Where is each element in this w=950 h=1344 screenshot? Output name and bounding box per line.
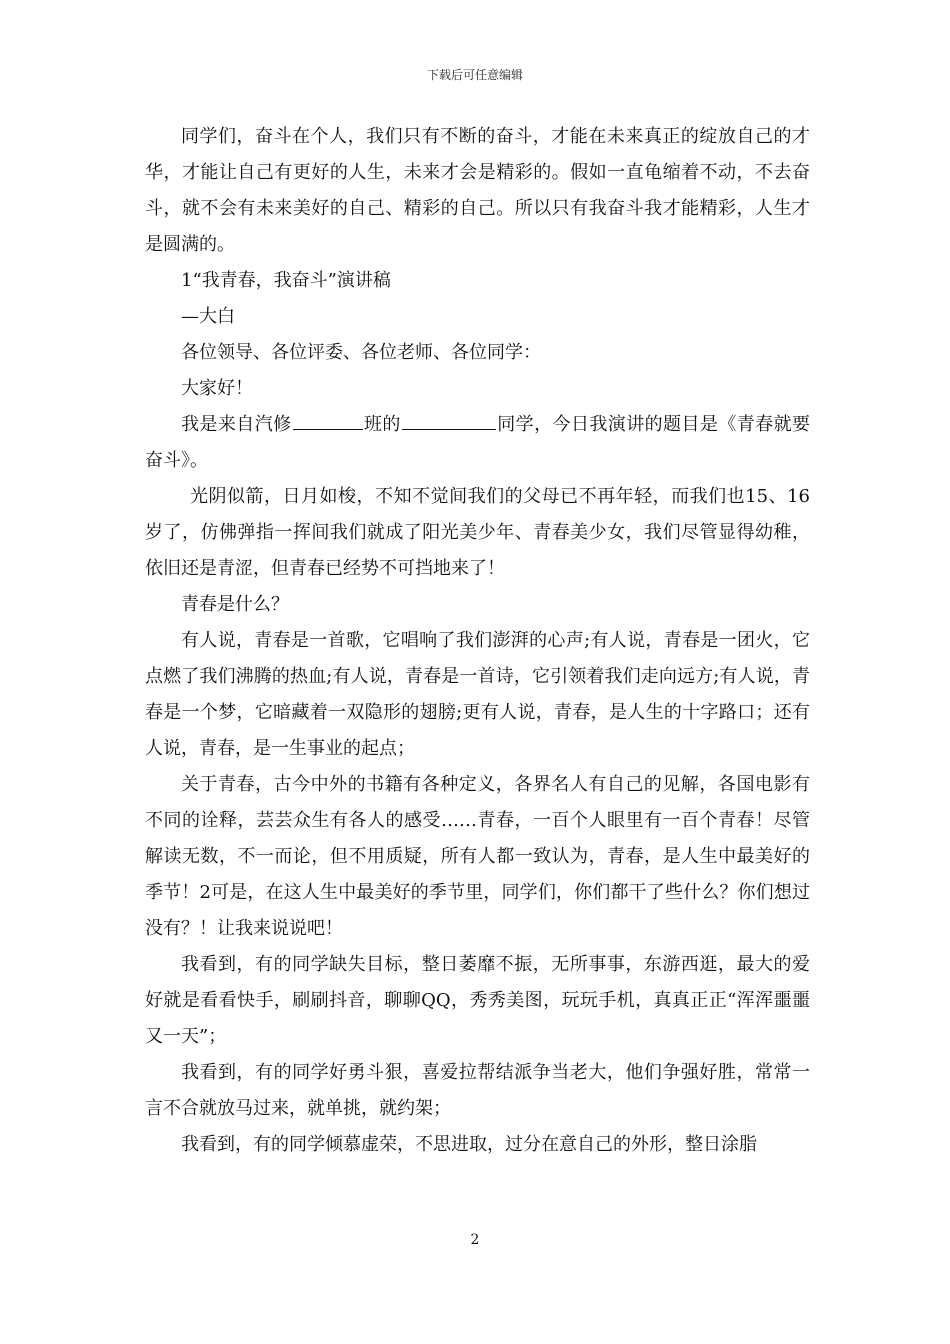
speech-title: 1“我青春，我奋斗”演讲稿 xyxy=(181,270,391,291)
paragraph-time: 光阴似箭，日月如梭，不知不觉间我们的父母已不再年轻，而我们也15、16岁了，仿佛弹指一挥间我们就成了阳光美少年、青春美少女，我们尽管显得幼稚，依旧还是青涩，但青春已经势不可挡地来了！ xyxy=(145,486,810,579)
speech-author: —大白 xyxy=(181,306,235,327)
paragraph-i-see-3: 我看到，有的同学倾慕虚荣，不思进取，过分在意自己的外形，整日涂脂 xyxy=(181,1134,757,1155)
paragraph-about-youth: 关于青春，古今中外的书籍有各种定义，各界名人有自己的见解，各国电影有不同的诠释，芸芸众生有各人的感受……青春，一百个人眼里有一百个青春！尽管解读无数，不一而论，但不用质疑，所有人都一致认为，青春，是人生中最美好的季节！2可是，在这人生中最美好的季节里，同学们，你们都干了些什么？你们想过没有？！让我来说说吧！ xyxy=(145,774,810,939)
class-blank xyxy=(293,407,363,430)
paragraph-i-see-1: 我看到，有的同学缺失目标，整日萎靡不振，无所事事，东游西逛，最大的爱好就是看看快手，刷刷抖音，聊聊QQ，秀秀美图，玩玩手机，真真正正“浑浑噩噩又一天”； xyxy=(145,954,810,1047)
paragraph-i-see-2: 我看到，有的同学好勇斗狠，喜爱拉帮结派争当老大，他们争强好胜，常常一言不合就放马过来，就单挑，就约架； xyxy=(145,1062,810,1119)
document-body xyxy=(145,119,810,1163)
greeting: 大家好！ xyxy=(181,378,253,399)
salutation: 各位领导、各位评委、各位老师、各位同学： xyxy=(181,342,541,363)
intro-part-2: 班的 xyxy=(363,414,401,435)
self-introduction xyxy=(145,407,810,479)
paragraph-1: 同学们，奋斗在个人，我们只有不断的奋斗，才能在未来真正的绽放自己的才华，才能让自己有更好的人生，未来才会是精彩的。假如一直龟缩着不动，不去奋斗，就不会有未来美好的自己、精彩的自己。所以只有我奋斗我才能精彩，人生才是圆满的。 xyxy=(145,126,810,255)
page-header: 下载后可任意编辑 xyxy=(426,68,523,82)
page-number: 2 xyxy=(470,1232,480,1248)
name-blank xyxy=(402,407,496,430)
intro-part-3: 同学，今日我演讲的题目是《青春就要奋斗》。 xyxy=(145,414,811,471)
paragraph-question: 青春是什么？ xyxy=(181,594,289,615)
intro-part-1: 我是来自汽修 xyxy=(181,414,292,435)
paragraph-some-say: 有人说，青春是一首歌，它唱响了我们澎湃的心声;有人说，青春是一团火，它点燃了我们沸腾的热血;有人说，青春是一首诗，它引领着我们走向远方;有人说，青春是一个梦，它暗藏着一双隐形的翅膀;更有人说，青春，是人生的十字路口；还有人说，青春，是一生事业的起点； xyxy=(145,630,810,759)
